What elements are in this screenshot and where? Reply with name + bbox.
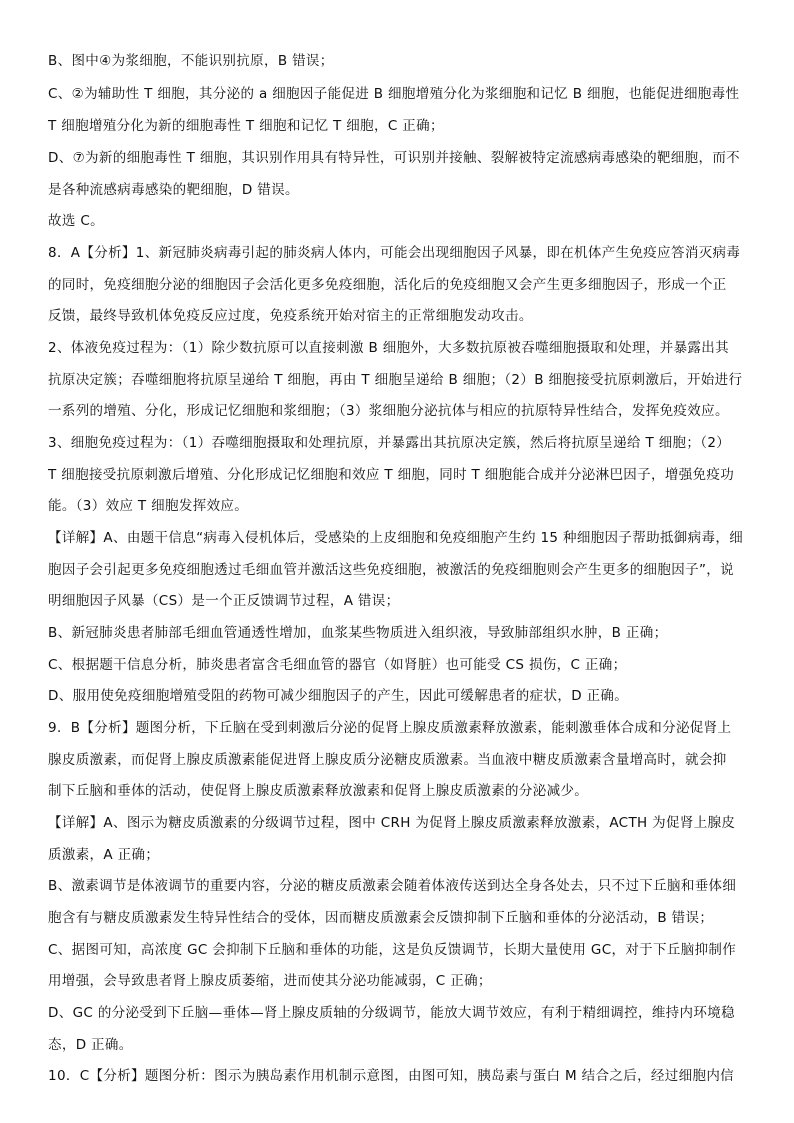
text-line: 态，D 正确。 [48,1037,133,1053]
text-line: 反馈，最终导致机体免疫反应过度，免疫系统开始对宿主的正常细胞发动攻击。 [48,308,533,324]
text-line: C、据图可知，高浓度 GC 会抑制下丘脑和垂体的功能，这是负反馈调节，长期大量使用 GC，对于下丘脑抑制作 [48,942,737,958]
text-line: 制下丘脑和垂体的活动，使促肾上腺皮质激素释放激素和促肾上腺皮质激素的分泌减少。 [48,783,589,799]
text-line: D、GC 的分泌受到下丘脑—垂体—肾上腺皮质轴的分级调节，能放大调节效应，有利于精细调控，维持内环境稳 [48,1005,735,1021]
text-line: 是各种流感病毒感染的靶细胞，D 错误。 [48,182,299,198]
text-line: 2、体液免疫过程为：（1）除少数抗原可以直接刺激 B 细胞外，大多数抗原被吞噬细胞摄取和处理，并暴露出其 [48,340,729,356]
text-line: 用增强，会导致患者肾上腺皮质萎缩，进而使其分泌功能减弱，C 正确； [48,973,492,989]
text-line: 明细胞因子风暴（CS）是一个正反馈调节过程，A 错误； [48,593,400,609]
text-line: 故选 C。 [48,213,104,229]
text-line: 8．A【分析】1、新冠肺炎病毒引起的肺炎病人体内，可能会出现细胞因子风暴，即在机体产生免疫应答消灭病毒 [48,245,741,261]
text-line: 质激素，A 正确； [48,847,160,863]
text-line: 能。（3）效应 T 细胞发挥效应。 [48,498,249,514]
text-line: D、⑦为新的细胞毒性 T 细胞，其识别作用具有特异性，可识别并接触、裂解被特定流感病毒感染的靶细胞，而不 [48,150,741,166]
text-line: 9．B【分析】题图分析，下丘脑在受到刺激后分泌的促肾上腺皮质激素释放激素，能刺激垂体合成和分泌促肾上 [48,720,732,736]
text-line: B、激素调节是体液调节的重要内容，分泌的糖皮质激素会随着体液传送到达全身各处去，只不过下丘脑和垂体细 [48,878,737,894]
text-line: B、图中④为浆细胞，不能识别抗原，B 错误； [48,53,334,69]
text-line: T 细胞接受抗原刺激后增殖、分化形成记忆细胞和效应 T 细胞，同时 T 细胞能合成并分泌淋巴因子，增强免疫功 [48,467,735,483]
text-line: 10．C【分析】题图分析：图示为胰岛素作用机制示意图，由图可知，胰岛素与蛋白 M 结合之后，经过细胞内信 [48,1068,735,1084]
text-line: 【详解】A、图示为糖皮质激素的分级调节过程，图中 CRH 为促肾上腺皮质激素释放激素，ACTH 为促肾上腺皮 [48,815,736,831]
text-line: 一系列的增殖、分化，形成记忆细胞和浆细胞；（3）浆细胞分泌抗体与相应的抗原特异性结合，发挥免疫效应。 [48,403,729,419]
text-line: T 细胞增殖分化为新的细胞毒性 T 细胞和记忆 T 细胞，C 正确； [48,118,444,134]
text-line: 腺皮质激素，而促肾上腺皮质激素能促进肾上腺皮质分泌糖皮质激素。当血液中糖皮质激素含量增高时，就会抑 [48,752,727,768]
text-line: 抗原决定簇；吞噬细胞将抗原呈递给 T 细胞，再由 T 细胞呈递给 B 细胞；（2）B 细胞接受抗原刺激后，开始进行 [48,372,743,388]
text-line: B、新冠肺炎患者肺部毛细血管通透性增加，血浆某些物质进入组织液，导致肺部组织水肿，B 正确； [48,625,668,641]
text-line: C、②为辅助性 T 细胞，其分泌的 a 细胞因子能促进 B 细胞增殖分化为浆细胞和记忆 B 细胞，也能促进细胞毒性 [48,86,740,102]
text-line: C、根据题干信息分析，肺炎患者富含毛细血管的器官（如肾脏）也可能受 CS 损伤，C 正确； [48,657,627,673]
text-line: D、服用使免疫细胞增殖受阻的药物可减少细胞因子的产生，因此可缓解患者的症状，D 正确。 [48,688,629,704]
text-line: 的同时，免疫细胞分泌的细胞因子会活化更多免疫细胞，活化后的免疫细胞又会产生更多细胞因子，形成一个正 [48,277,727,293]
text-line: 胞因子会引起更多免疫细胞透过毛细血管并激活这些免疫细胞，被激活的免疫细胞则会产生更多的细胞因子”，说 [48,562,734,578]
text-line: 胞含有与糖皮质激素发生特异性结合的受体，因而糖皮质激素会反馈抑制下丘脑和垂体的分泌活动，B 错误； [48,910,714,926]
text-line: 【详解】A、由题干信息“病毒入侵机体后，受感染的上皮细胞和免疫细胞产生约 15 种细胞因子帮助抵御病毒，细 [48,530,744,546]
text-line: 3、细胞免疫过程为：（1）吞噬细胞摄取和处理抗原，并暴露出其抗原决定簇，然后将抗原呈递给 T 细胞；（2） [48,435,731,451]
